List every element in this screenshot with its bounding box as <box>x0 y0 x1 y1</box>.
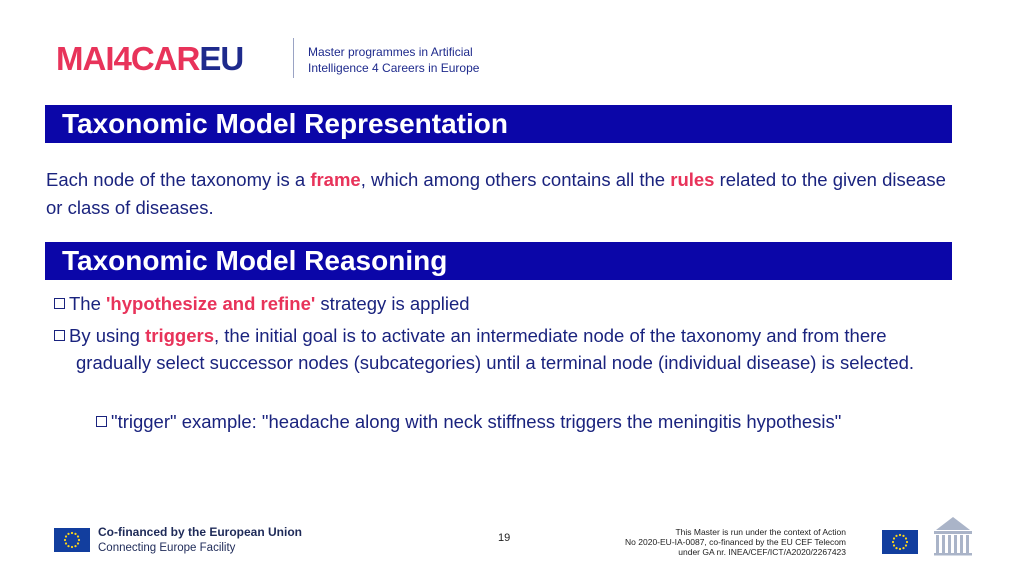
eu-flag-icon <box>54 528 90 552</box>
highlight-frame: frame <box>310 169 361 190</box>
bullet2-text-b: , the initial goal is to activate an intermediate node of the taxonomy and from there gradually select successor nodes (subcategories) until a terminal node (individual disease) is selected. <box>76 325 915 373</box>
action-statement <box>586 527 846 557</box>
bullet2-text-a: By using <box>69 325 146 346</box>
section-title-representation: Taxonomic Model Representation <box>62 108 508 139</box>
para-text-c: related to the given disease or class of diseases. <box>46 169 946 218</box>
checkbox-bullet-icon <box>54 298 65 309</box>
checkbox-bullet-icon <box>54 330 65 341</box>
bullet-strategy <box>54 290 944 317</box>
sub-bullet-trigger-example <box>96 408 915 435</box>
highlight-hypothesize-refine: 'hypothesize and refine' <box>106 293 316 314</box>
tagline-line-1: Master programmes in Artificial <box>308 45 473 59</box>
action-line-1: This Master is run under the context of Action <box>675 527 846 537</box>
sub-bullet-text: "trigger" example: "headache along with neck stiffness triggers the meningitis hypothesis" <box>111 411 842 432</box>
checkbox-bullet-icon <box>96 416 107 427</box>
para-text-a: Each node of the taxonomy is a <box>46 169 311 190</box>
eu-cofinanced-text <box>98 524 302 556</box>
european-commission-logo-icon <box>932 513 974 557</box>
bullet1-text-a: The <box>69 293 107 314</box>
tagline-line-2: Intelligence 4 Careers in Europe <box>308 61 480 75</box>
action-line-2: No 2020-EU-IA-0087, co-financed by the EU CEF Telecom <box>625 537 846 547</box>
eu-flag-icon <box>882 530 918 554</box>
logo-text-eu: EU <box>199 40 244 77</box>
representation-paragraph <box>46 166 956 222</box>
header-tagline <box>308 44 479 76</box>
eu-stars-icon <box>54 528 90 552</box>
section-banner-reasoning <box>45 242 952 280</box>
highlight-rules: rules <box>670 169 715 190</box>
mai4careu-logo <box>56 42 243 76</box>
section-banner-representation <box>45 105 952 143</box>
action-line-3: under GA nr. INEA/CEF/ICT/A2020/2267423 <box>678 547 846 557</box>
section-title-reasoning: Taxonomic Model Reasoning <box>62 245 448 276</box>
eu-stars-icon <box>882 530 918 554</box>
bullet1-text-b: strategy is applied <box>315 293 470 314</box>
eu-line-1: Co-financed by the European Union <box>98 525 303 539</box>
highlight-triggers: triggers <box>145 325 214 346</box>
header-divider <box>293 38 294 78</box>
page-number: 19 <box>498 532 511 544</box>
eu-line-2: Connecting Europe Facility <box>98 542 236 554</box>
logo-text-primary: MAI4CAR <box>56 40 200 77</box>
bullet-triggers <box>54 322 966 376</box>
para-text-b: , which among others contains all the <box>360 169 671 190</box>
